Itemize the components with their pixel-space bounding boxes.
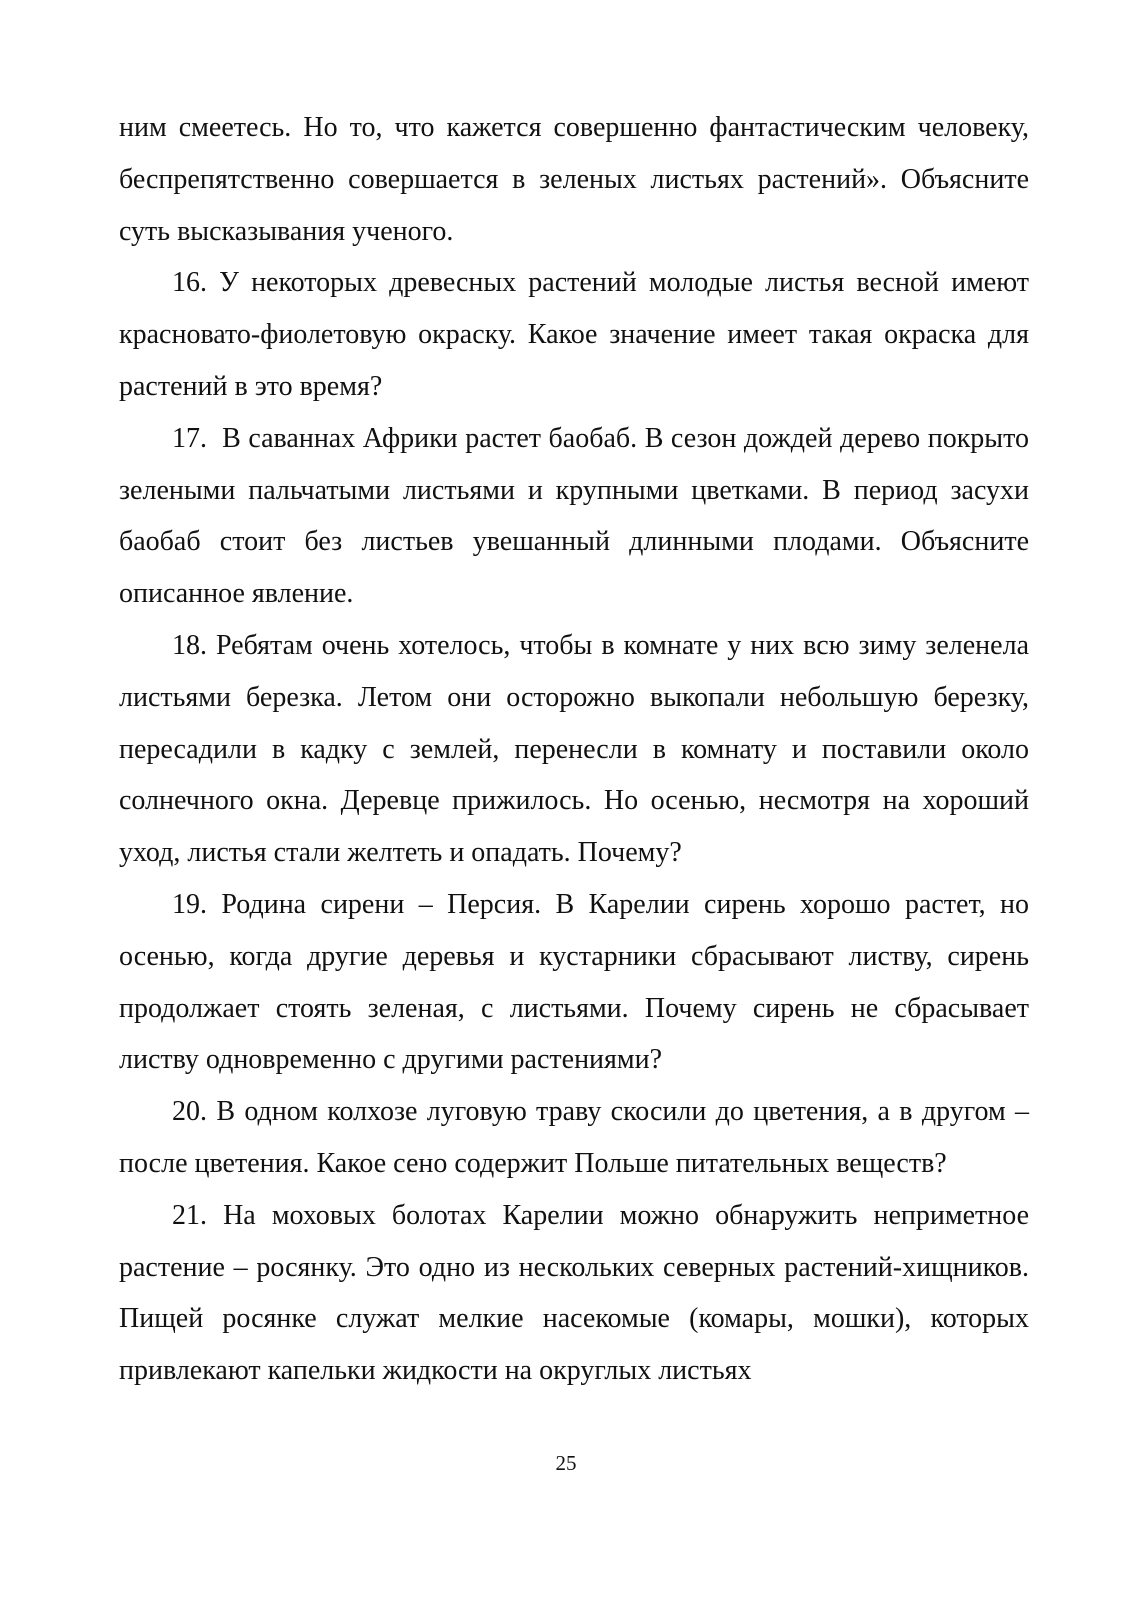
- document-page: [119, 102, 1036, 1397]
- question-18: 18. Ребятам очень хотелось, чтобы в комнате у них всю зиму зеленела листьями березка. Летом они осторожно выкопали небольшую березку, пересадили в кадку с землей, перенесли в комнату и поставили около солнечного окна. Деревце прижилось. Но осенью, несмотря на хороший уход, листья стали желтеть и опадать. Почему?: [119, 629, 1029, 869]
- page-number: 25: [555, 1451, 577, 1475]
- question-21: 21. На моховых болотах Карелии можно обнаружить неприметное растение – росянку. Это одно из нескольких северных растений-хищников. Пищей росянке служат мелкие насекомые (комары, мошки), которых привлекают капельки жидкости на округлых листьях: [119, 1199, 1029, 1387]
- question-16: 16. У некоторых древесных растений молодые листья весной имеют красновато-фиолетовую окраску. Какое значение имеет такая окраска для растений в это время?: [119, 267, 1029, 402]
- question-17: 17. В саваннах Африки растет баобаб. В сезон дождей дерево покрыто зелеными пальчатыми листьями и крупными цветками. В период засухи баобаб стоит без листьев увешанный длинными плодами. Объясните описанное явление.: [119, 422, 1036, 610]
- paragraph-continuation: ним смеетесь. Но то, что кажется совершенно фантастическим человеку, беспрепятственно совершается в зеленых листьях растений». Объясните суть высказывания ученого.: [119, 112, 1029, 247]
- question-20: 20. В одном колхозе луговую траву скосили до цветения, а в другом – после цветения. Какое сено содержит Польше питательных веществ?: [119, 1096, 1029, 1179]
- question-19: 19. Родина сирени – Персия. В Карелии сирень хорошо растет, но осенью, когда другие деревья и кустарники сбрасывают листву, сирень продолжает стоять зеленая, с листьями. Почему сирень не сбрасывает листву одновременно с другими растениями?: [119, 888, 1029, 1076]
